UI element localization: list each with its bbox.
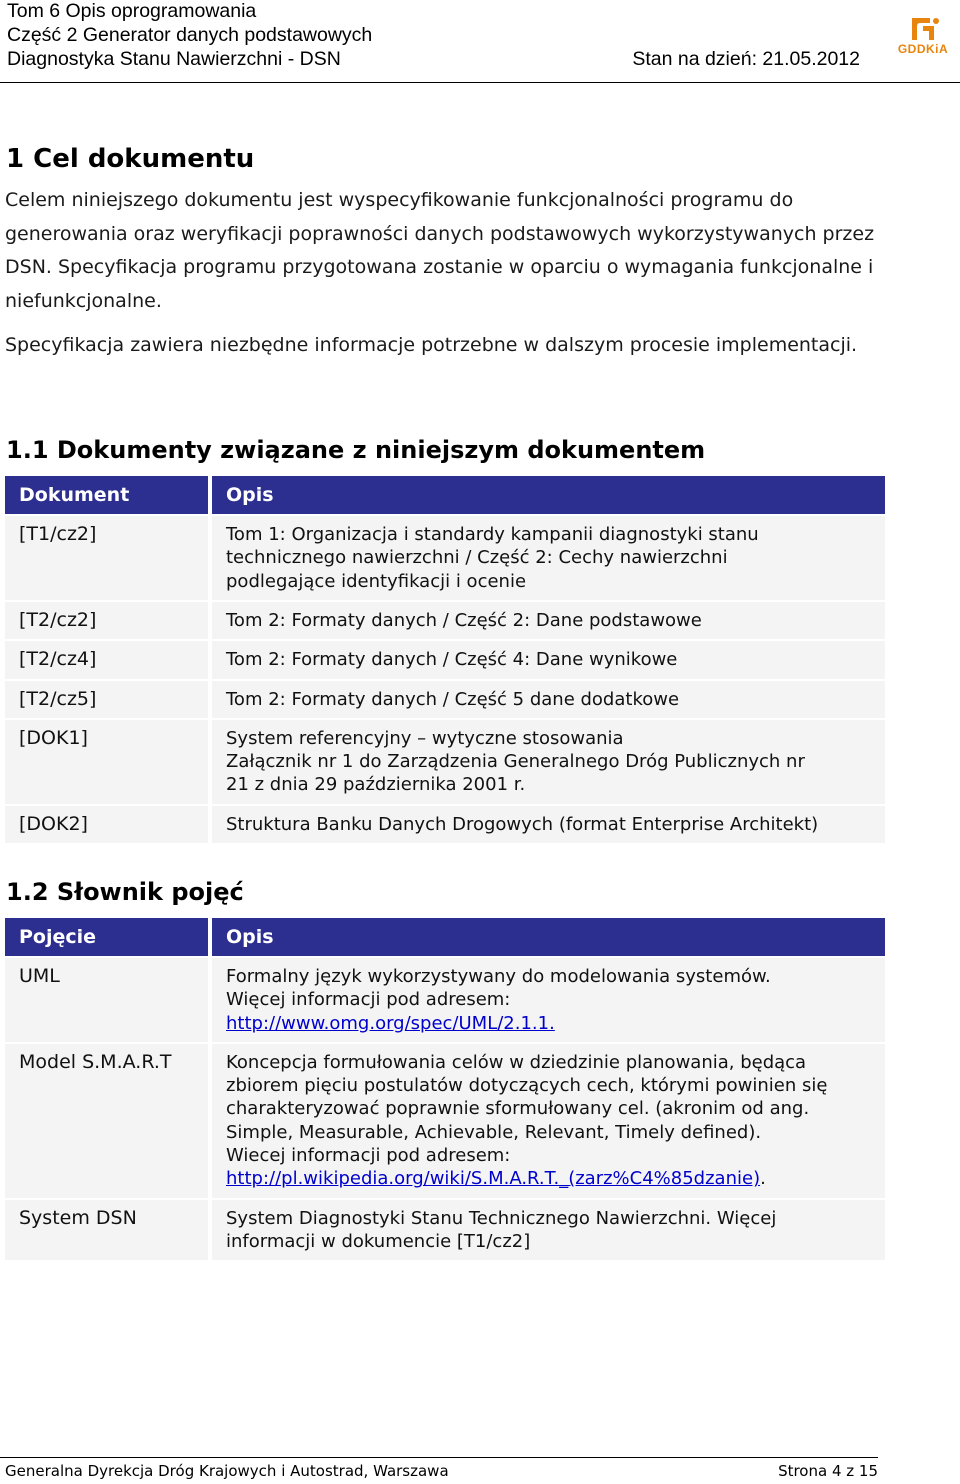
column-header-document: Dokument (5, 476, 212, 516)
table-row (5, 516, 885, 602)
table-row (5, 681, 885, 720)
document-description (212, 720, 885, 806)
logo-text: GDDKiA (897, 42, 949, 56)
document-description (212, 641, 885, 680)
glossary-description (212, 958, 885, 1044)
description-line: Załącznik nr 1 do Zarządzenia Generalnego Dróg Publicznych nr (226, 751, 805, 773)
column-header-description: Opis (212, 476, 885, 516)
table-row (5, 1044, 885, 1200)
description-line: Tom 2: Formaty danych / Część 2: Dane podstawowe (226, 610, 702, 631)
intro-paragraph-2: Specyfikacja zawiera niezbędne informacje potrzebne w dalszym procesie implementacji. (5, 334, 858, 356)
description-line: System Diagnostyki Stanu Technicznego Nawierzchni. Więcej (226, 1207, 777, 1229)
link-suffix: . (760, 1168, 766, 1190)
description-line: 21 z dnia 29 października 2001 r. (226, 774, 526, 796)
description-line: charakteryzować poprawnie sformułowany cel. (akronim od ang. (226, 1098, 810, 1120)
glossary-table (5, 918, 885, 1262)
table-row (5, 720, 885, 806)
description-line: podlegające identyfikacji i ocenie (226, 570, 527, 592)
glossary-term: System DSN (5, 1200, 212, 1263)
gddkia-logo (890, 14, 956, 58)
description-line: zbiorem pięciu postulatów dotyczących cech, którymi powinien się (226, 1075, 828, 1097)
glossary-term: UML (5, 958, 212, 1044)
document-description (212, 806, 885, 845)
header-part: Część 2 Generator danych podstawowych (7, 24, 373, 46)
related-documents-table (5, 476, 885, 845)
document-description (212, 681, 885, 720)
description-line: Simple, Measurable, Achievable, Relevant, Timely defined). (226, 1121, 762, 1143)
description-line: Więcej informacji pod adresem: (226, 989, 511, 1011)
footer-organization: Generalna Dyrekcja Dróg Krajowych i Autostrad, Warszawa (5, 1462, 449, 1480)
description-line: Tom 2: Formaty danych / Część 4: Dane wynikowe (226, 649, 678, 671)
document-id: [T1/cz2] (5, 516, 212, 602)
section-heading-1-1: 1.1 Dokumenty związane z niniejszym dokumentem (6, 436, 706, 464)
table-row (5, 602, 885, 641)
description-line: Wiecej informacji pod adresem: (226, 1145, 511, 1167)
document-id: [T2/cz5] (5, 681, 212, 720)
glossary-description (212, 1044, 885, 1200)
glossary-term: Model S.M.A.R.T (5, 1044, 212, 1200)
table-row (5, 1200, 885, 1263)
header-date: Stan na dzień: 21.05.2012 (632, 48, 860, 70)
description-line: Struktura Banku Danych Drogowych (format Enterprise Architekt) (226, 813, 819, 835)
description-line: Koncepcja formułowania celów w dziedzinie planowania, będąca (226, 1051, 807, 1073)
page-header (0, 0, 960, 83)
section-heading-1-2: 1.2 Słownik pojęć (6, 878, 244, 906)
uml-spec-link[interactable]: http://www.omg.org/spec/UML/2.1.1. (226, 1012, 555, 1034)
column-header-description: Opis (212, 918, 885, 958)
document-description (212, 516, 885, 602)
smart-wikipedia-link[interactable]: http://pl.wikipedia.org/wiki/S.M.A.R.T._(zarz%C4%85dzanie) (226, 1168, 761, 1190)
document-id: [DOK1] (5, 720, 212, 806)
description-line: informacji w dokumencie [T1/cz2] (226, 1230, 531, 1252)
intro-paragraph: Celem niniejszego dokumentu jest wyspecyfikowanie funkcjonalności programu do generowania oraz weryfikacji poprawności danych podstawowych wykorzystywanych przez DSN. Specyfikacja programu przygotowana zostanie w oparciu o wymagania funkcjonalne i niefunkcjonalne. (5, 189, 875, 312)
table-header-row (5, 476, 885, 516)
description-line: technicznego nawierzchni / Część 2: Cechy nawierzchni (226, 547, 728, 569)
section-heading-1: 1 Cel dokumentu (6, 144, 255, 174)
document-id: [DOK2] (5, 806, 212, 845)
description-line: Tom 2: Formaty danych / Część 5 dane dodatkowe (226, 688, 680, 710)
description-line: Tom 1: Organizacja i standardy kampanii diagnostyki stanu (226, 524, 759, 545)
header-volume: Tom 6 Opis oprogramowania (7, 0, 257, 22)
glossary-description (212, 1200, 885, 1263)
description-line: Formalny język wykorzystywany do modelowania systemów. (226, 966, 771, 987)
document-description (212, 602, 885, 641)
table-header-row (5, 918, 885, 958)
table-row (5, 958, 885, 1044)
footer-page-number: Strona 4 z 15 (778, 1462, 878, 1480)
page-footer (0, 1457, 878, 1484)
document-id: [T2/cz4] (5, 641, 212, 680)
gddkia-logo-icon (890, 14, 956, 44)
header-project: Diagnostyka Stanu Nawierzchni - DSN (7, 48, 341, 70)
column-header-term: Pojęcie (5, 918, 212, 958)
document-id: [T2/cz2] (5, 602, 212, 641)
table-row (5, 641, 885, 680)
description-line: System referencyjny – wytyczne stosowania (226, 727, 624, 749)
table-row (5, 806, 885, 845)
